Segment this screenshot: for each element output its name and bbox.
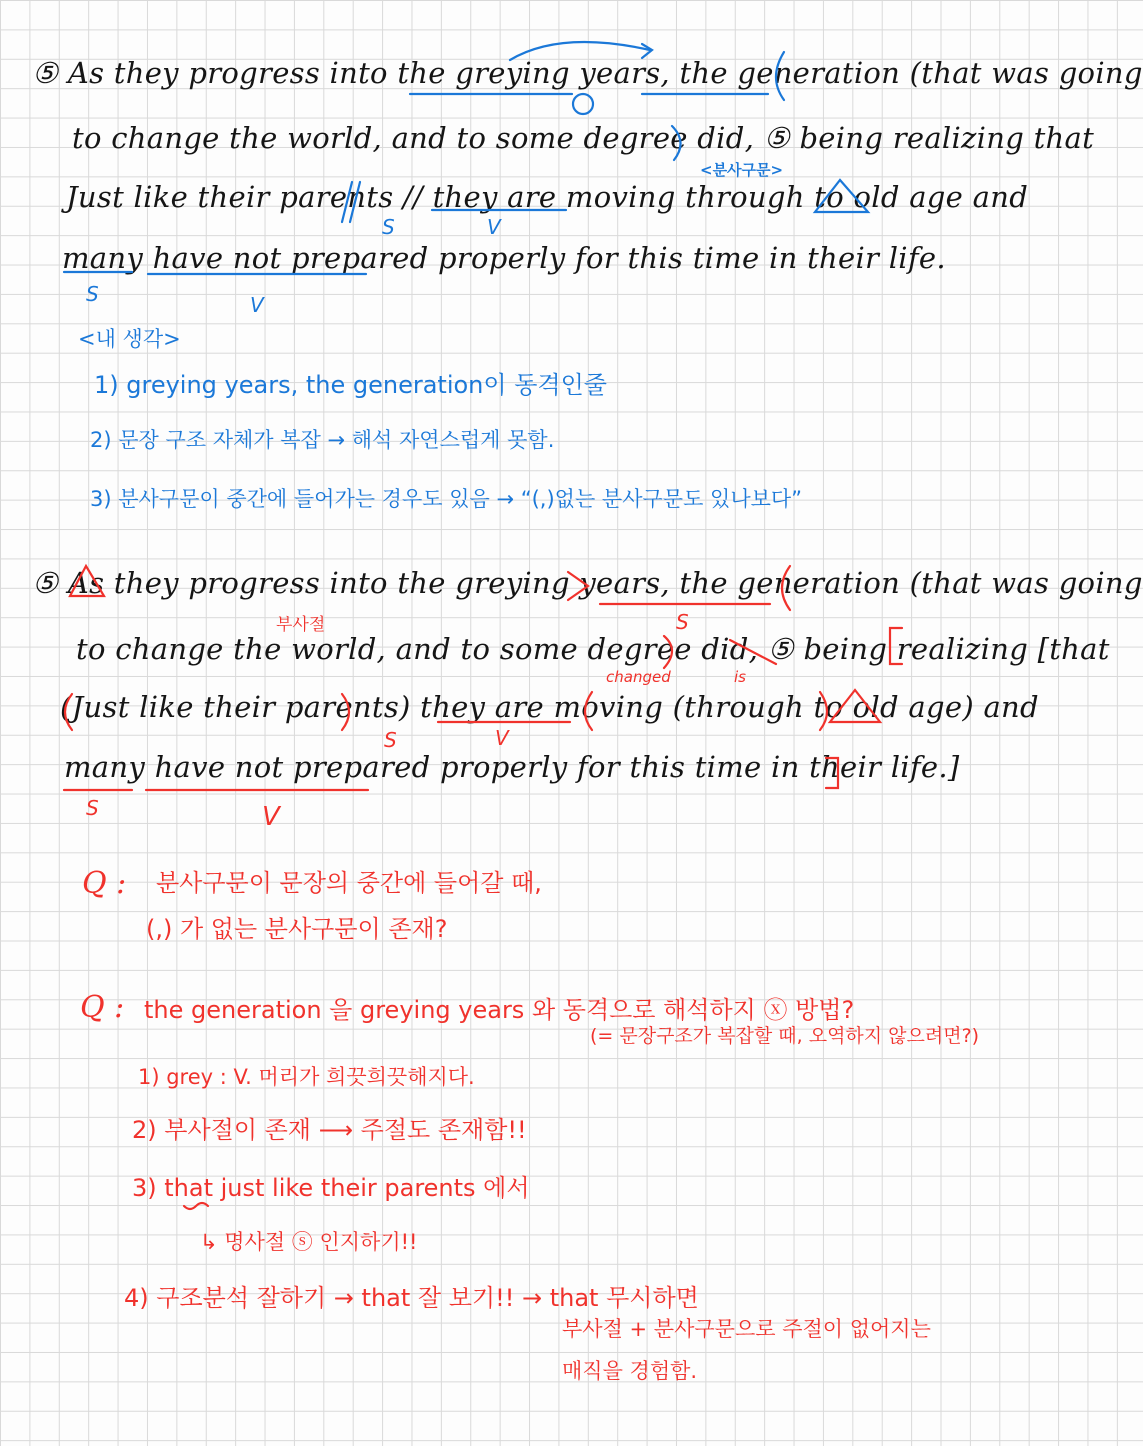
question-mark-label: Q :	[80, 990, 125, 1025]
subject-mark: S	[384, 728, 397, 752]
notes-title: <내 생각>	[78, 327, 181, 351]
sentence-line-1: ⑤ As they progress into the greying years, the generation (that was going	[32, 566, 1143, 600]
subject-mark: S	[86, 796, 99, 820]
correction-changed: changed	[606, 668, 671, 686]
sentence-line-2: to change the world, and to some degree did, ⑤ being realizing that	[72, 121, 1095, 155]
answer-item: 3) that just like their parents 에서	[132, 1174, 530, 1202]
question-mark-label: Q :	[82, 866, 127, 901]
sentence-line-2: to change the world, and to some degree did, ⑤ being realizing [that	[76, 632, 1110, 666]
answer-item: 4) 구조분석 잘하기 → that 잘 보기!! → that 무시하면	[124, 1284, 699, 1312]
participle-label: <분사구문>	[700, 161, 784, 179]
sentence-number: ⑤	[32, 566, 59, 600]
verb-mark: V	[487, 215, 501, 239]
verb-mark: V	[262, 802, 280, 832]
question-text: the generation 을 greying years 와 동격으로 해석하지 ⓧ 방법?	[144, 996, 855, 1024]
subject-mark: S	[382, 215, 395, 239]
note-item: 1) greying years, the generation이 동격인줄	[94, 371, 607, 399]
question-text: (,) 가 없는 분사구문이 존재?	[146, 915, 448, 943]
verb-mark: V	[250, 293, 264, 317]
subject-mark: S	[676, 610, 689, 634]
question-subtext: (= 문장구조가 복잡할 때, 오역하지 않으려면?)	[590, 1025, 980, 1047]
sentence-number: ⑤	[32, 56, 59, 90]
answer-item: 1) grey : V. 머리가 희끗희끗해지다.	[138, 1065, 475, 1089]
answer-item: 2) 부사절이 존재 ⟶ 주절도 존재함!!	[132, 1116, 527, 1144]
sentence-line-4: many have not prepared properly for this time in their life.	[62, 241, 946, 275]
answer-subitem: ↳ 명사절 ⓢ 인지하기!!	[200, 1230, 418, 1254]
verb-mark: V	[495, 726, 509, 750]
note-item: 2) 문장 구조 자체가 복잡 → 해석 자연스럽게 못함.	[90, 428, 555, 452]
sentence-line-3: Just like their parents // they are moving through to old age and	[66, 180, 1029, 214]
adverb-clause-label: 부사절	[276, 615, 326, 635]
subject-mark: S	[86, 282, 99, 306]
sentence-line-3: (Just like their parents) they are moving (through to old age) and	[60, 690, 1039, 724]
correction-is: is	[734, 668, 746, 686]
note-item: 3) 분사구문이 중간에 들어가는 경우도 있음 → “(,)없는 분사구문도 있나보다”	[90, 487, 803, 511]
answer-continuation: 매직을 경험함.	[562, 1359, 698, 1383]
sentence-line-4: many have not prepared properly for this time in their life.]	[64, 750, 960, 784]
sentence-line-1: ⑤ As they progress into the greying years, the generation (that was going	[32, 56, 1143, 90]
answer-continuation: 부사절 + 분사구문으로 주절이 없어지는	[562, 1317, 931, 1341]
question-text: 분사구문이 문장의 중간에 들어갈 때,	[156, 869, 542, 897]
